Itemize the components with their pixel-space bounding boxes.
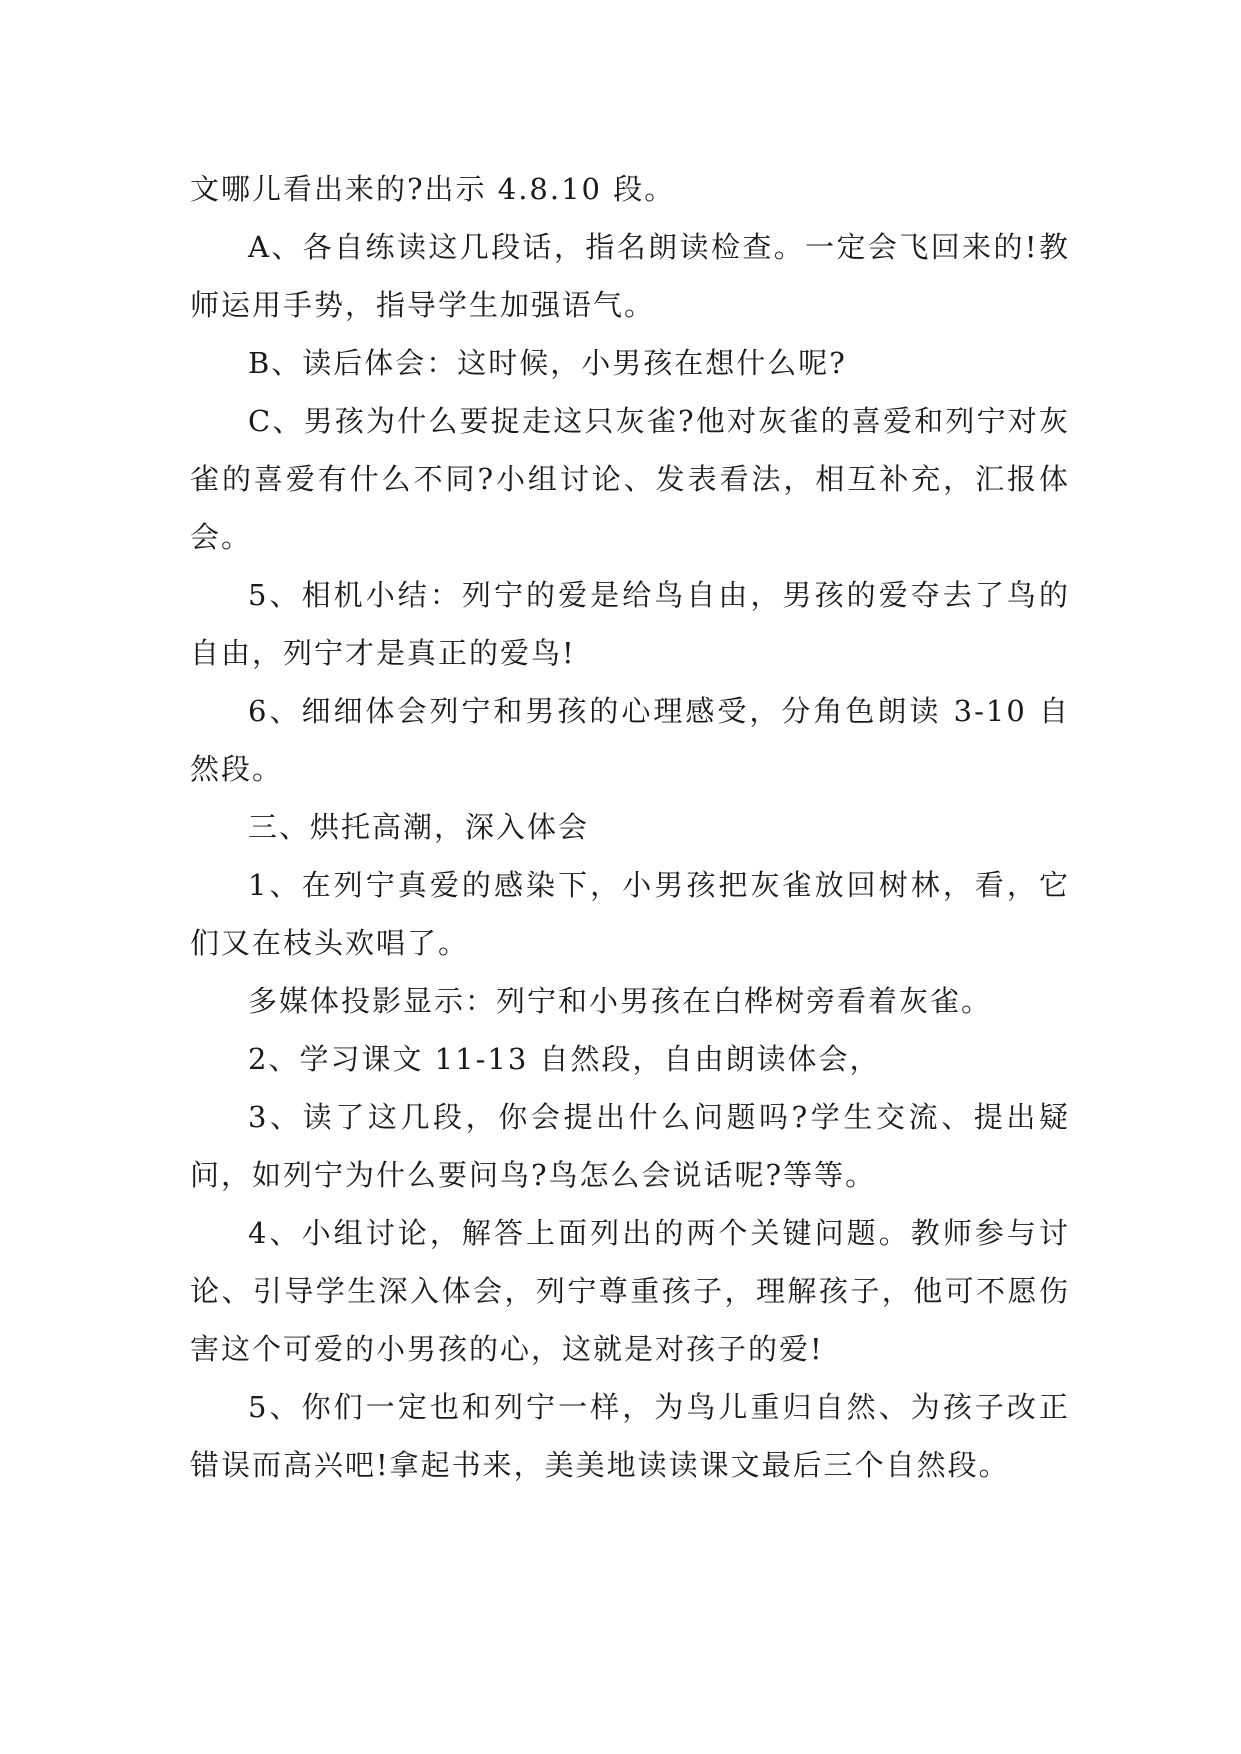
paragraph: 2、学习课文 11-13 自然段，自由朗读体会， bbox=[248, 1042, 881, 1076]
document-body bbox=[190, 160, 1070, 1494]
paragraph: C、男孩为什么要捉走这只灰雀?他对灰雀的喜爱和列宁对灰雀的喜爱有什么不同?小组讨论、发表看法，相互补充，汇报体会。 bbox=[190, 404, 1070, 554]
paragraph: 文哪儿看出来的?出示 4.8.10 段。 bbox=[190, 172, 676, 206]
section-heading: 三、烘托高潮，深入体会 bbox=[248, 810, 590, 844]
paragraph: 5、你们一定也和列宁一样，为鸟儿重归自然、为孩子改正错误而高兴吧!拿起书来，美美地读读课文最后三个自然段。 bbox=[190, 1390, 1070, 1482]
paragraph: 1、在列宁真爱的感染下，小男孩把灰雀放回树林，看，它们又在枝头欢唱了。 bbox=[190, 868, 1070, 960]
paragraph: B、读后体会：这时候，小男孩在想什么呢? bbox=[248, 346, 847, 380]
paragraph: 5、相机小结：列宁的爱是给鸟自由，男孩的爱夺去了鸟的自由，列宁才是真正的爱鸟! bbox=[190, 578, 1070, 670]
paragraph: 3、读了这几段，你会提出什么问题吗?学生交流、提出疑问，如列宁为什么要问鸟?鸟怎么会说话呢?等等。 bbox=[190, 1100, 1070, 1192]
paragraph: 多媒体投影显示：列宁和小男孩在白桦树旁看着灰雀。 bbox=[248, 984, 993, 1018]
paragraph: A、各自练读这几段话，指名朗读检查。一定会飞回来的!教师运用手势，指导学生加强语气。 bbox=[190, 230, 1070, 322]
paragraph: 6、细细体会列宁和男孩的心理感受，分角色朗读 3-10 自然段。 bbox=[190, 694, 1070, 786]
paragraph: 4、小组讨论，解答上面列出的两个关键问题。教师参与讨论、引导学生深入体会，列宁尊重孩子，理解孩子，他可不愿伤害这个可爱的小男孩的心，这就是对孩子的爱! bbox=[190, 1216, 1070, 1366]
